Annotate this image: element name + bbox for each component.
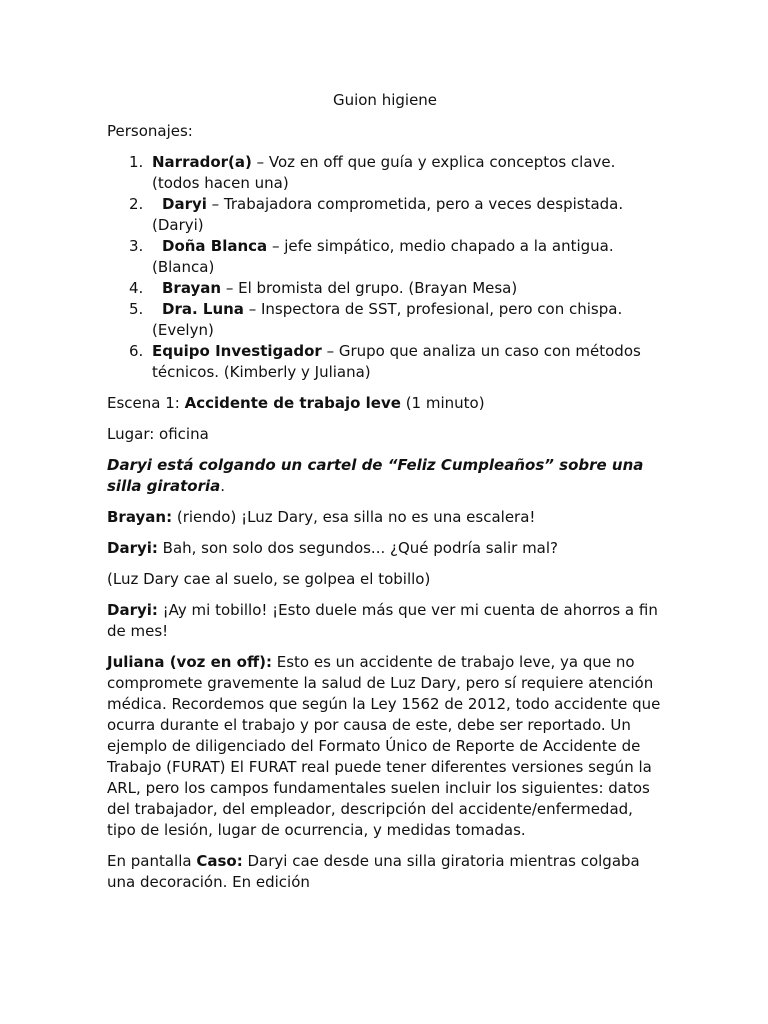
dialogue-text: Bah, son solo dos segundos... ¿Qué podría salir mal?	[157, 539, 558, 557]
character-item	[107, 194, 663, 236]
character-name: Dra. Luna	[162, 300, 244, 318]
character-name: Equipo Investigador	[152, 342, 322, 360]
dialogue-text: ¡Ay mi tobillo! ¡Esto duele más que ver mi cuenta de ahorros a fin de mes!	[107, 601, 658, 640]
character-name: Narrador(a)	[152, 153, 252, 171]
character-item	[107, 341, 663, 383]
list-number: 3.	[129, 237, 144, 255]
speaker-name: Brayan:	[107, 508, 173, 526]
character-description: – jefe simpático, medio chapado a la antigua. (Blanca)	[152, 237, 614, 276]
scene-heading	[107, 393, 663, 414]
character-description: – Grupo que analiza un caso con métodos técnicos. (Kimberly y Juliana)	[152, 342, 641, 381]
stage-direction-text: Daryi está colgando un cartel de “Feliz Cumpleaños” sobre una silla giratoria	[107, 456, 644, 495]
scene-title: Accidente de trabajo leve	[184, 394, 401, 412]
document-page	[107, 90, 663, 903]
character-description: – El bromista del grupo. (Brayan Mesa)	[221, 279, 518, 297]
character-item	[107, 152, 663, 194]
characters-heading: Personajes:	[107, 122, 193, 140]
document-title: Guion higiene	[332, 91, 438, 109]
character-name: Doña Blanca	[162, 237, 268, 255]
character-description: – Trabajadora comprometida, pero a veces despistada. (Daryi)	[152, 195, 624, 234]
dialogue-line	[107, 652, 663, 841]
character-name: Brayan	[162, 279, 222, 297]
speaker-name: Juliana (voz en off):	[107, 653, 272, 671]
list-number: 5.	[129, 300, 144, 318]
character-item	[107, 236, 663, 278]
dialogue-text: (riendo) ¡Luz Dary, esa silla no es una escalera!	[172, 508, 536, 526]
character-list	[107, 152, 663, 383]
dialogue-line	[107, 538, 663, 559]
character-description: – Voz en off que guía y explica conceptos clave. (todos hacen una)	[152, 153, 616, 192]
dialogue-line	[107, 600, 663, 642]
character-item	[107, 299, 663, 341]
scene-prefix: Escena 1:	[107, 394, 185, 412]
character-item	[107, 278, 663, 299]
character-description: – Inspectora de SST, profesional, pero con chispa. (Evelyn)	[152, 300, 623, 339]
list-number: 6.	[129, 342, 144, 360]
stage-direction-period: .	[220, 477, 226, 495]
dialogue-line	[107, 507, 663, 528]
final-paragraph	[107, 851, 663, 893]
case-label: Caso:	[196, 852, 243, 870]
final-prefix: En pantalla	[107, 852, 197, 870]
scene-location: Lugar: oficina	[107, 425, 209, 443]
list-number: 4.	[129, 279, 144, 297]
speaker-name: Daryi:	[107, 601, 158, 619]
stage-direction	[107, 455, 663, 497]
scene-duration: (1 minuto)	[400, 394, 485, 412]
list-number: 1.	[129, 153, 144, 171]
case-text: Daryi cae desde una silla giratoria mientras colgaba una decoración. En edición	[107, 852, 640, 891]
list-number: 2.	[129, 195, 144, 213]
action-line: (Luz Dary cae al suelo, se golpea el tobillo)	[107, 570, 431, 588]
speaker-name: Daryi:	[107, 539, 158, 557]
character-name: Daryi	[162, 195, 207, 213]
dialogue-text: Esto es un accidente de trabajo leve, ya que no compromete gravemente la salud de Luz Dary, pero sí requiere atención médica. Recordemos que según la Ley 1562 de 2012, todo accidente que ocurra durante el trabajo y por causa de este, debe ser reportado. Un ejemplo de diligenciado del Formato Único de Reporte de Accidente de Trabajo (FURAT) El FURAT real puede tener diferentes versiones según la ARL, pero los campos fundamentales suelen incluir los siguientes: datos del trabajador, del empleador, descripción del accidente/enfermedad, tipo de lesión, lugar de ocurrencia, y medidas tomadas.	[107, 653, 661, 839]
